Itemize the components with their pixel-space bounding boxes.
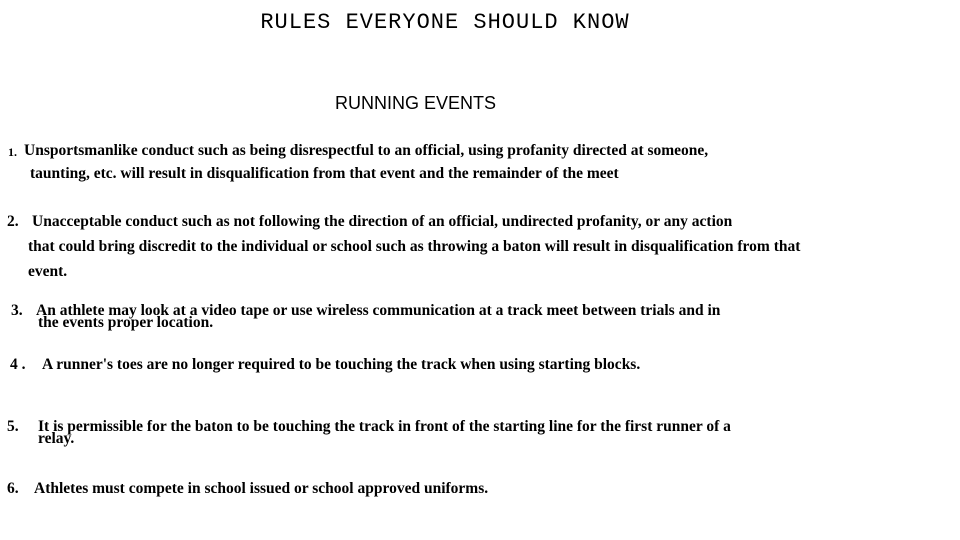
rule-number: 6.: [7, 480, 19, 497]
rule-number: 2.: [7, 213, 19, 230]
rule-text-line: the events proper location.: [38, 314, 214, 331]
rule-text-line: Unacceptable conduct such as not following the direction of an official, undirected profanity, or any action: [32, 213, 733, 230]
rule-text-line: taunting, etc. will result in disqualification from that event and the remainder of the meet: [30, 165, 619, 182]
rule-text-line: Unsportsmanlike conduct such as being disrespectful to an official, using profanity directed at someone,: [24, 142, 709, 159]
rule-text-line: relay.: [38, 430, 75, 447]
rule-text-line: event.: [28, 263, 68, 280]
rule-number: 3.: [11, 302, 23, 319]
rule-text-line: Athletes must compete in school issued or school approved uniforms.: [34, 480, 489, 497]
rule-text-line: A runner's toes are no longer required to be touching the track when using starting blocks.: [42, 356, 641, 373]
rule-number: 5.: [7, 418, 19, 435]
rule-text-line: An athlete may look at a video tape or use wireless communication at a track meet between trials and in: [36, 302, 721, 319]
rule-number: 1.: [8, 145, 17, 159]
rule-text-line: that could bring discredit to the individual or school such as throwing a baton will result in disqualification from that: [28, 238, 801, 255]
page-title: RULES EVERYONE SHOULD KNOW: [260, 10, 630, 35]
section-heading: RUNNING EVENTS: [335, 93, 497, 113]
rule-number: 4 .: [10, 356, 26, 373]
rule-text-line: It is permissible for the baton to be touching the track in front of the starting line for the first runner of a: [38, 418, 731, 435]
